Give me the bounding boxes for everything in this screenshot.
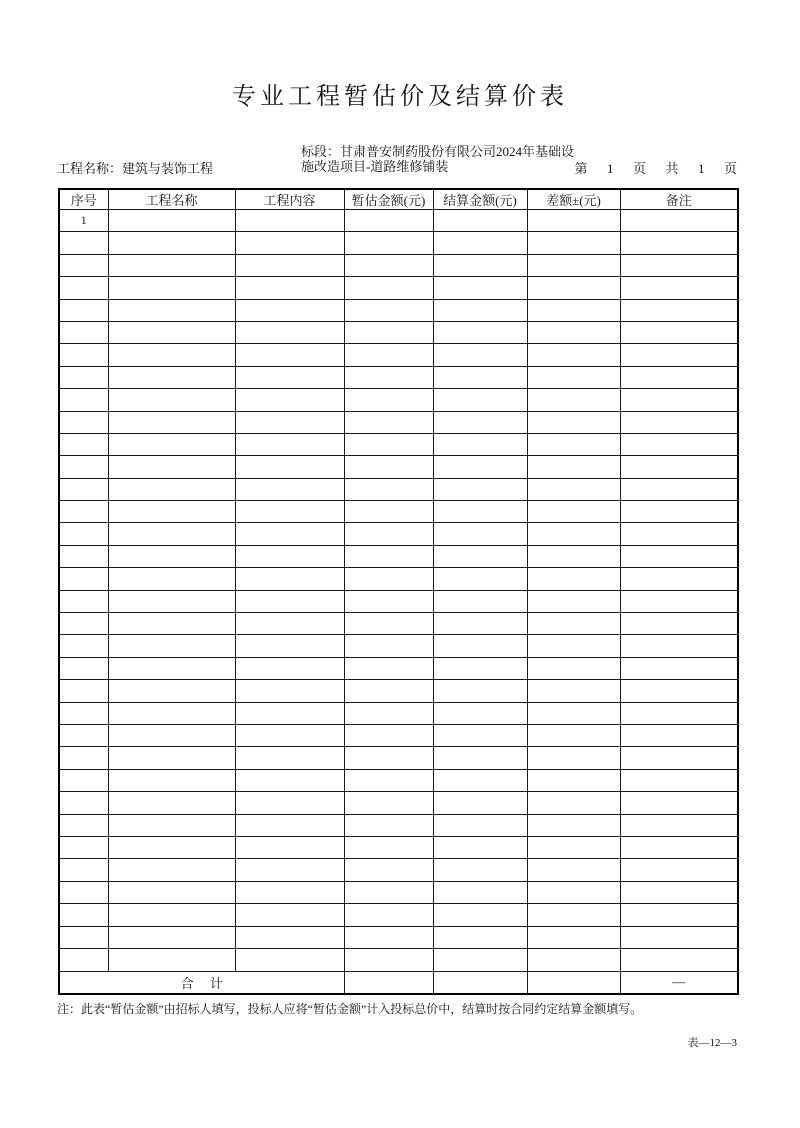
table-cell xyxy=(527,613,620,635)
table-cell xyxy=(620,389,738,411)
column-header-estimate-amount: 暂估金额(元) xyxy=(344,189,433,210)
section-line xyxy=(301,144,585,174)
table-cell xyxy=(59,344,108,366)
table-cell xyxy=(527,478,620,500)
table-cell xyxy=(527,859,620,881)
table-row xyxy=(59,545,738,567)
table-cell xyxy=(527,657,620,679)
table-cell xyxy=(235,344,344,366)
column-header-seq: 序号 xyxy=(59,189,108,210)
table-cell xyxy=(108,635,235,657)
table-row xyxy=(59,680,738,702)
section-value: 甘肃普安制药股份有限公司2024年基础设施改造项目-道路维修铺装 xyxy=(301,144,575,174)
table-cell xyxy=(620,344,738,366)
table-cell xyxy=(59,635,108,657)
table-cell xyxy=(433,210,527,232)
table-cell xyxy=(433,881,527,903)
table-cell xyxy=(235,814,344,836)
table-cell xyxy=(620,433,738,455)
table-cell xyxy=(108,545,235,567)
table-cell xyxy=(433,545,527,567)
table-cell xyxy=(433,389,527,411)
total-remark: — xyxy=(620,971,738,994)
table-cell xyxy=(59,277,108,299)
table-cell xyxy=(235,523,344,545)
table-cell xyxy=(235,456,344,478)
table-cell xyxy=(344,366,433,388)
total-cell-difference xyxy=(527,971,620,994)
table-cell xyxy=(620,568,738,590)
table-cell xyxy=(433,456,527,478)
table-cell xyxy=(620,299,738,321)
table-cell xyxy=(620,747,738,769)
table-cell xyxy=(620,724,738,746)
table-cell xyxy=(235,769,344,791)
column-header-settlement-amount: 结算金额(元) xyxy=(433,189,527,210)
table-cell xyxy=(620,590,738,612)
table-cell xyxy=(344,613,433,635)
table-cell xyxy=(527,366,620,388)
table-cell xyxy=(527,635,620,657)
table-cell xyxy=(527,769,620,791)
table-cell xyxy=(527,814,620,836)
table-body xyxy=(59,210,738,972)
total-row xyxy=(59,971,738,994)
table-row xyxy=(59,836,738,858)
table-cell xyxy=(527,568,620,590)
table-cell xyxy=(235,232,344,254)
table-row xyxy=(59,814,738,836)
table-cell xyxy=(620,859,738,881)
table-row xyxy=(59,635,738,657)
table-cell xyxy=(620,635,738,657)
table-cell xyxy=(344,836,433,858)
table-cell xyxy=(108,389,235,411)
table-cell xyxy=(108,232,235,254)
table-cell xyxy=(235,904,344,926)
table-cell xyxy=(527,456,620,478)
table-cell xyxy=(527,299,620,321)
table-cell xyxy=(59,590,108,612)
table-cell xyxy=(344,433,433,455)
table-cell xyxy=(108,366,235,388)
table-cell xyxy=(344,769,433,791)
table-cell xyxy=(433,747,527,769)
table-cell xyxy=(59,523,108,545)
table-cell xyxy=(527,277,620,299)
table-cell xyxy=(235,747,344,769)
table-cell xyxy=(108,769,235,791)
table-cell xyxy=(433,433,527,455)
table-cell xyxy=(620,680,738,702)
total-cell-settlement xyxy=(433,971,527,994)
table-cell xyxy=(235,948,344,971)
table-cell xyxy=(344,478,433,500)
table-cell xyxy=(433,859,527,881)
table-cell xyxy=(59,366,108,388)
table-cell xyxy=(527,747,620,769)
table-cell xyxy=(235,635,344,657)
table-cell xyxy=(108,433,235,455)
table-cell xyxy=(344,859,433,881)
table-cell xyxy=(108,702,235,724)
table-cell xyxy=(344,411,433,433)
table-cell xyxy=(620,456,738,478)
table-cell xyxy=(527,210,620,232)
table-cell xyxy=(527,904,620,926)
table-cell xyxy=(344,277,433,299)
table-cell xyxy=(620,210,738,232)
table-cell xyxy=(59,724,108,746)
table-cell xyxy=(108,926,235,948)
table-cell xyxy=(344,657,433,679)
table-cell xyxy=(433,366,527,388)
table-cell xyxy=(344,545,433,567)
table-cell xyxy=(108,254,235,276)
table-cell xyxy=(433,769,527,791)
table-cell xyxy=(433,926,527,948)
table-cell xyxy=(527,433,620,455)
table-row xyxy=(59,523,738,545)
table-cell xyxy=(235,926,344,948)
page-title: 专业工程暂估价及结算价表 xyxy=(232,84,568,110)
table-cell xyxy=(433,657,527,679)
table-cell xyxy=(527,523,620,545)
table-cell xyxy=(59,881,108,903)
table-row xyxy=(59,456,738,478)
column-header-project-content: 工程内容 xyxy=(235,189,344,210)
table-cell xyxy=(59,859,108,881)
table-cell xyxy=(433,254,527,276)
table-cell xyxy=(59,904,108,926)
table-cell xyxy=(433,590,527,612)
table-cell xyxy=(108,814,235,836)
table-row xyxy=(59,344,738,366)
table-cell xyxy=(433,568,527,590)
total-cell-estimate xyxy=(344,971,433,994)
table-cell xyxy=(433,299,527,321)
table-cell xyxy=(527,926,620,948)
table-cell xyxy=(344,389,433,411)
page-number: 第 1 页 共 1 页 xyxy=(574,161,737,176)
table-header-row xyxy=(59,189,738,210)
table-cell xyxy=(59,657,108,679)
table-cell xyxy=(344,702,433,724)
table-cell xyxy=(527,702,620,724)
table-cell xyxy=(59,702,108,724)
table-cell xyxy=(59,948,108,971)
table-cell xyxy=(59,568,108,590)
table-cell xyxy=(527,590,620,612)
table-cell xyxy=(235,680,344,702)
table-row xyxy=(59,657,738,679)
table-cell xyxy=(344,568,433,590)
table-cell xyxy=(344,814,433,836)
table-cell xyxy=(235,657,344,679)
table-cell xyxy=(235,433,344,455)
table-row xyxy=(59,769,738,791)
table-cell xyxy=(433,277,527,299)
table-row xyxy=(59,277,738,299)
table-cell xyxy=(59,814,108,836)
table-cell xyxy=(108,277,235,299)
table-cell xyxy=(59,836,108,858)
table-cell xyxy=(108,501,235,523)
table-cell xyxy=(527,724,620,746)
table-cell xyxy=(235,881,344,903)
table-cell xyxy=(620,836,738,858)
table-cell xyxy=(344,523,433,545)
table-cell xyxy=(59,254,108,276)
table-cell xyxy=(59,232,108,254)
table-cell xyxy=(620,277,738,299)
table-cell xyxy=(433,680,527,702)
table-cell xyxy=(235,613,344,635)
table-cell xyxy=(59,501,108,523)
table-cell: 1 xyxy=(59,210,108,232)
table-cell xyxy=(527,881,620,903)
column-header-difference: 差额±(元) xyxy=(527,189,620,210)
table-cell xyxy=(108,210,235,232)
table-cell xyxy=(620,545,738,567)
table-row xyxy=(59,613,738,635)
table-cell xyxy=(235,411,344,433)
table-cell xyxy=(433,948,527,971)
table-cell xyxy=(344,747,433,769)
table-cell xyxy=(235,545,344,567)
table-cell xyxy=(59,321,108,343)
table-cell xyxy=(433,792,527,814)
table-cell xyxy=(433,836,527,858)
table-row xyxy=(59,210,738,232)
table-cell xyxy=(433,478,527,500)
table-cell xyxy=(59,545,108,567)
table-cell xyxy=(235,702,344,724)
table-cell xyxy=(620,254,738,276)
table-cell xyxy=(344,299,433,321)
table-cell xyxy=(59,769,108,791)
table-cell xyxy=(59,613,108,635)
table-cell xyxy=(620,366,738,388)
table-cell xyxy=(620,321,738,343)
table-cell xyxy=(108,590,235,612)
table-row xyxy=(59,321,738,343)
table-cell xyxy=(235,792,344,814)
table-row xyxy=(59,501,738,523)
table-cell xyxy=(620,657,738,679)
table-cell xyxy=(235,389,344,411)
table-cell xyxy=(108,657,235,679)
table-cell xyxy=(344,456,433,478)
table-cell xyxy=(527,232,620,254)
project-name-value: 建筑与装饰工程 xyxy=(122,161,214,176)
table-cell xyxy=(527,545,620,567)
table-cell xyxy=(235,568,344,590)
table-cell xyxy=(108,836,235,858)
table-cell xyxy=(59,433,108,455)
project-name-label: 工程名称： xyxy=(57,161,123,176)
table-row xyxy=(59,254,738,276)
table-cell xyxy=(344,344,433,366)
estimate-table xyxy=(58,188,739,995)
table-row xyxy=(59,926,738,948)
table-row xyxy=(59,568,738,590)
table-cell xyxy=(433,501,527,523)
table-cell xyxy=(235,836,344,858)
table-cell xyxy=(527,680,620,702)
table-cell xyxy=(344,210,433,232)
table-row xyxy=(59,232,738,254)
total-label: 合 计 xyxy=(59,971,344,994)
table-cell xyxy=(527,836,620,858)
table-row xyxy=(59,881,738,903)
note: 注：此表“暂估金额”由招标人填写，投标人应将“暂估金额”计入投标总价中，结算时按合同约定结算金额填写。 xyxy=(57,1002,643,1016)
table-cell xyxy=(620,411,738,433)
table-row xyxy=(59,411,738,433)
table-row xyxy=(59,366,738,388)
table-row xyxy=(59,433,738,455)
table-cell xyxy=(59,926,108,948)
table-row xyxy=(59,904,738,926)
table-cell xyxy=(344,881,433,903)
table-cell xyxy=(433,613,527,635)
table-cell xyxy=(433,702,527,724)
table-cell xyxy=(527,501,620,523)
table-cell xyxy=(433,411,527,433)
table-row xyxy=(59,792,738,814)
table-cell xyxy=(527,321,620,343)
table-cell xyxy=(620,501,738,523)
table-row xyxy=(59,389,738,411)
column-header-project-name: 工程名称 xyxy=(108,189,235,210)
table-cell xyxy=(344,948,433,971)
table-cell xyxy=(620,613,738,635)
table-cell xyxy=(235,859,344,881)
table-cell xyxy=(235,321,344,343)
table-cell xyxy=(235,366,344,388)
table-cell xyxy=(235,501,344,523)
table-cell xyxy=(433,232,527,254)
table-cell xyxy=(108,859,235,881)
footer-code: 表—12—3 xyxy=(687,1037,737,1049)
table-cell xyxy=(108,411,235,433)
table-row xyxy=(59,299,738,321)
table-cell xyxy=(527,792,620,814)
table-cell xyxy=(108,747,235,769)
table-cell xyxy=(344,501,433,523)
table-cell xyxy=(433,523,527,545)
table-cell xyxy=(433,904,527,926)
table-cell xyxy=(108,321,235,343)
table-row xyxy=(59,478,738,500)
table-cell xyxy=(59,747,108,769)
table-cell xyxy=(620,814,738,836)
section-label: 标段： xyxy=(301,144,341,159)
column-header-remarks: 备注 xyxy=(620,189,738,210)
table-cell xyxy=(59,411,108,433)
table-cell xyxy=(527,948,620,971)
table-cell xyxy=(433,814,527,836)
table-cell xyxy=(620,904,738,926)
table-cell xyxy=(344,680,433,702)
table-cell xyxy=(344,792,433,814)
table-cell xyxy=(108,299,235,321)
table-cell xyxy=(527,344,620,366)
table-cell xyxy=(235,277,344,299)
table-cell xyxy=(527,254,620,276)
table-cell xyxy=(433,635,527,657)
table-cell xyxy=(235,299,344,321)
table-cell xyxy=(433,321,527,343)
table-cell xyxy=(344,321,433,343)
table-cell xyxy=(344,254,433,276)
table-cell xyxy=(527,411,620,433)
table-cell xyxy=(59,456,108,478)
table-cell xyxy=(620,769,738,791)
table-cell xyxy=(344,590,433,612)
table-cell xyxy=(620,926,738,948)
table-cell xyxy=(59,792,108,814)
table-cell xyxy=(620,792,738,814)
table-cell xyxy=(108,948,235,971)
table-cell xyxy=(59,680,108,702)
table-cell xyxy=(108,680,235,702)
table-cell xyxy=(235,590,344,612)
table-row xyxy=(59,590,738,612)
table-cell xyxy=(620,702,738,724)
table-cell xyxy=(108,724,235,746)
table-cell xyxy=(59,478,108,500)
table-cell xyxy=(108,478,235,500)
table-cell xyxy=(620,948,738,971)
table-cell xyxy=(620,881,738,903)
table-cell xyxy=(344,635,433,657)
table-row xyxy=(59,859,738,881)
table-cell xyxy=(108,881,235,903)
table-cell xyxy=(620,523,738,545)
table-cell xyxy=(344,926,433,948)
table-row xyxy=(59,948,738,971)
table-row xyxy=(59,702,738,724)
table-cell xyxy=(527,389,620,411)
table-cell xyxy=(433,344,527,366)
table-cell xyxy=(344,904,433,926)
table-cell xyxy=(108,456,235,478)
table-cell xyxy=(620,232,738,254)
table-cell xyxy=(108,523,235,545)
table-cell xyxy=(108,613,235,635)
table-cell xyxy=(344,232,433,254)
table-cell xyxy=(344,724,433,746)
table-cell xyxy=(235,724,344,746)
table-cell xyxy=(235,210,344,232)
table-cell xyxy=(235,478,344,500)
table-cell xyxy=(59,299,108,321)
project-name-line xyxy=(57,161,213,176)
table-cell xyxy=(433,724,527,746)
table-cell xyxy=(108,344,235,366)
table-cell xyxy=(108,568,235,590)
table-cell xyxy=(108,904,235,926)
table-cell xyxy=(235,254,344,276)
table-cell xyxy=(108,792,235,814)
table-row xyxy=(59,724,738,746)
table-row xyxy=(59,747,738,769)
table-cell xyxy=(620,478,738,500)
table-cell xyxy=(59,389,108,411)
